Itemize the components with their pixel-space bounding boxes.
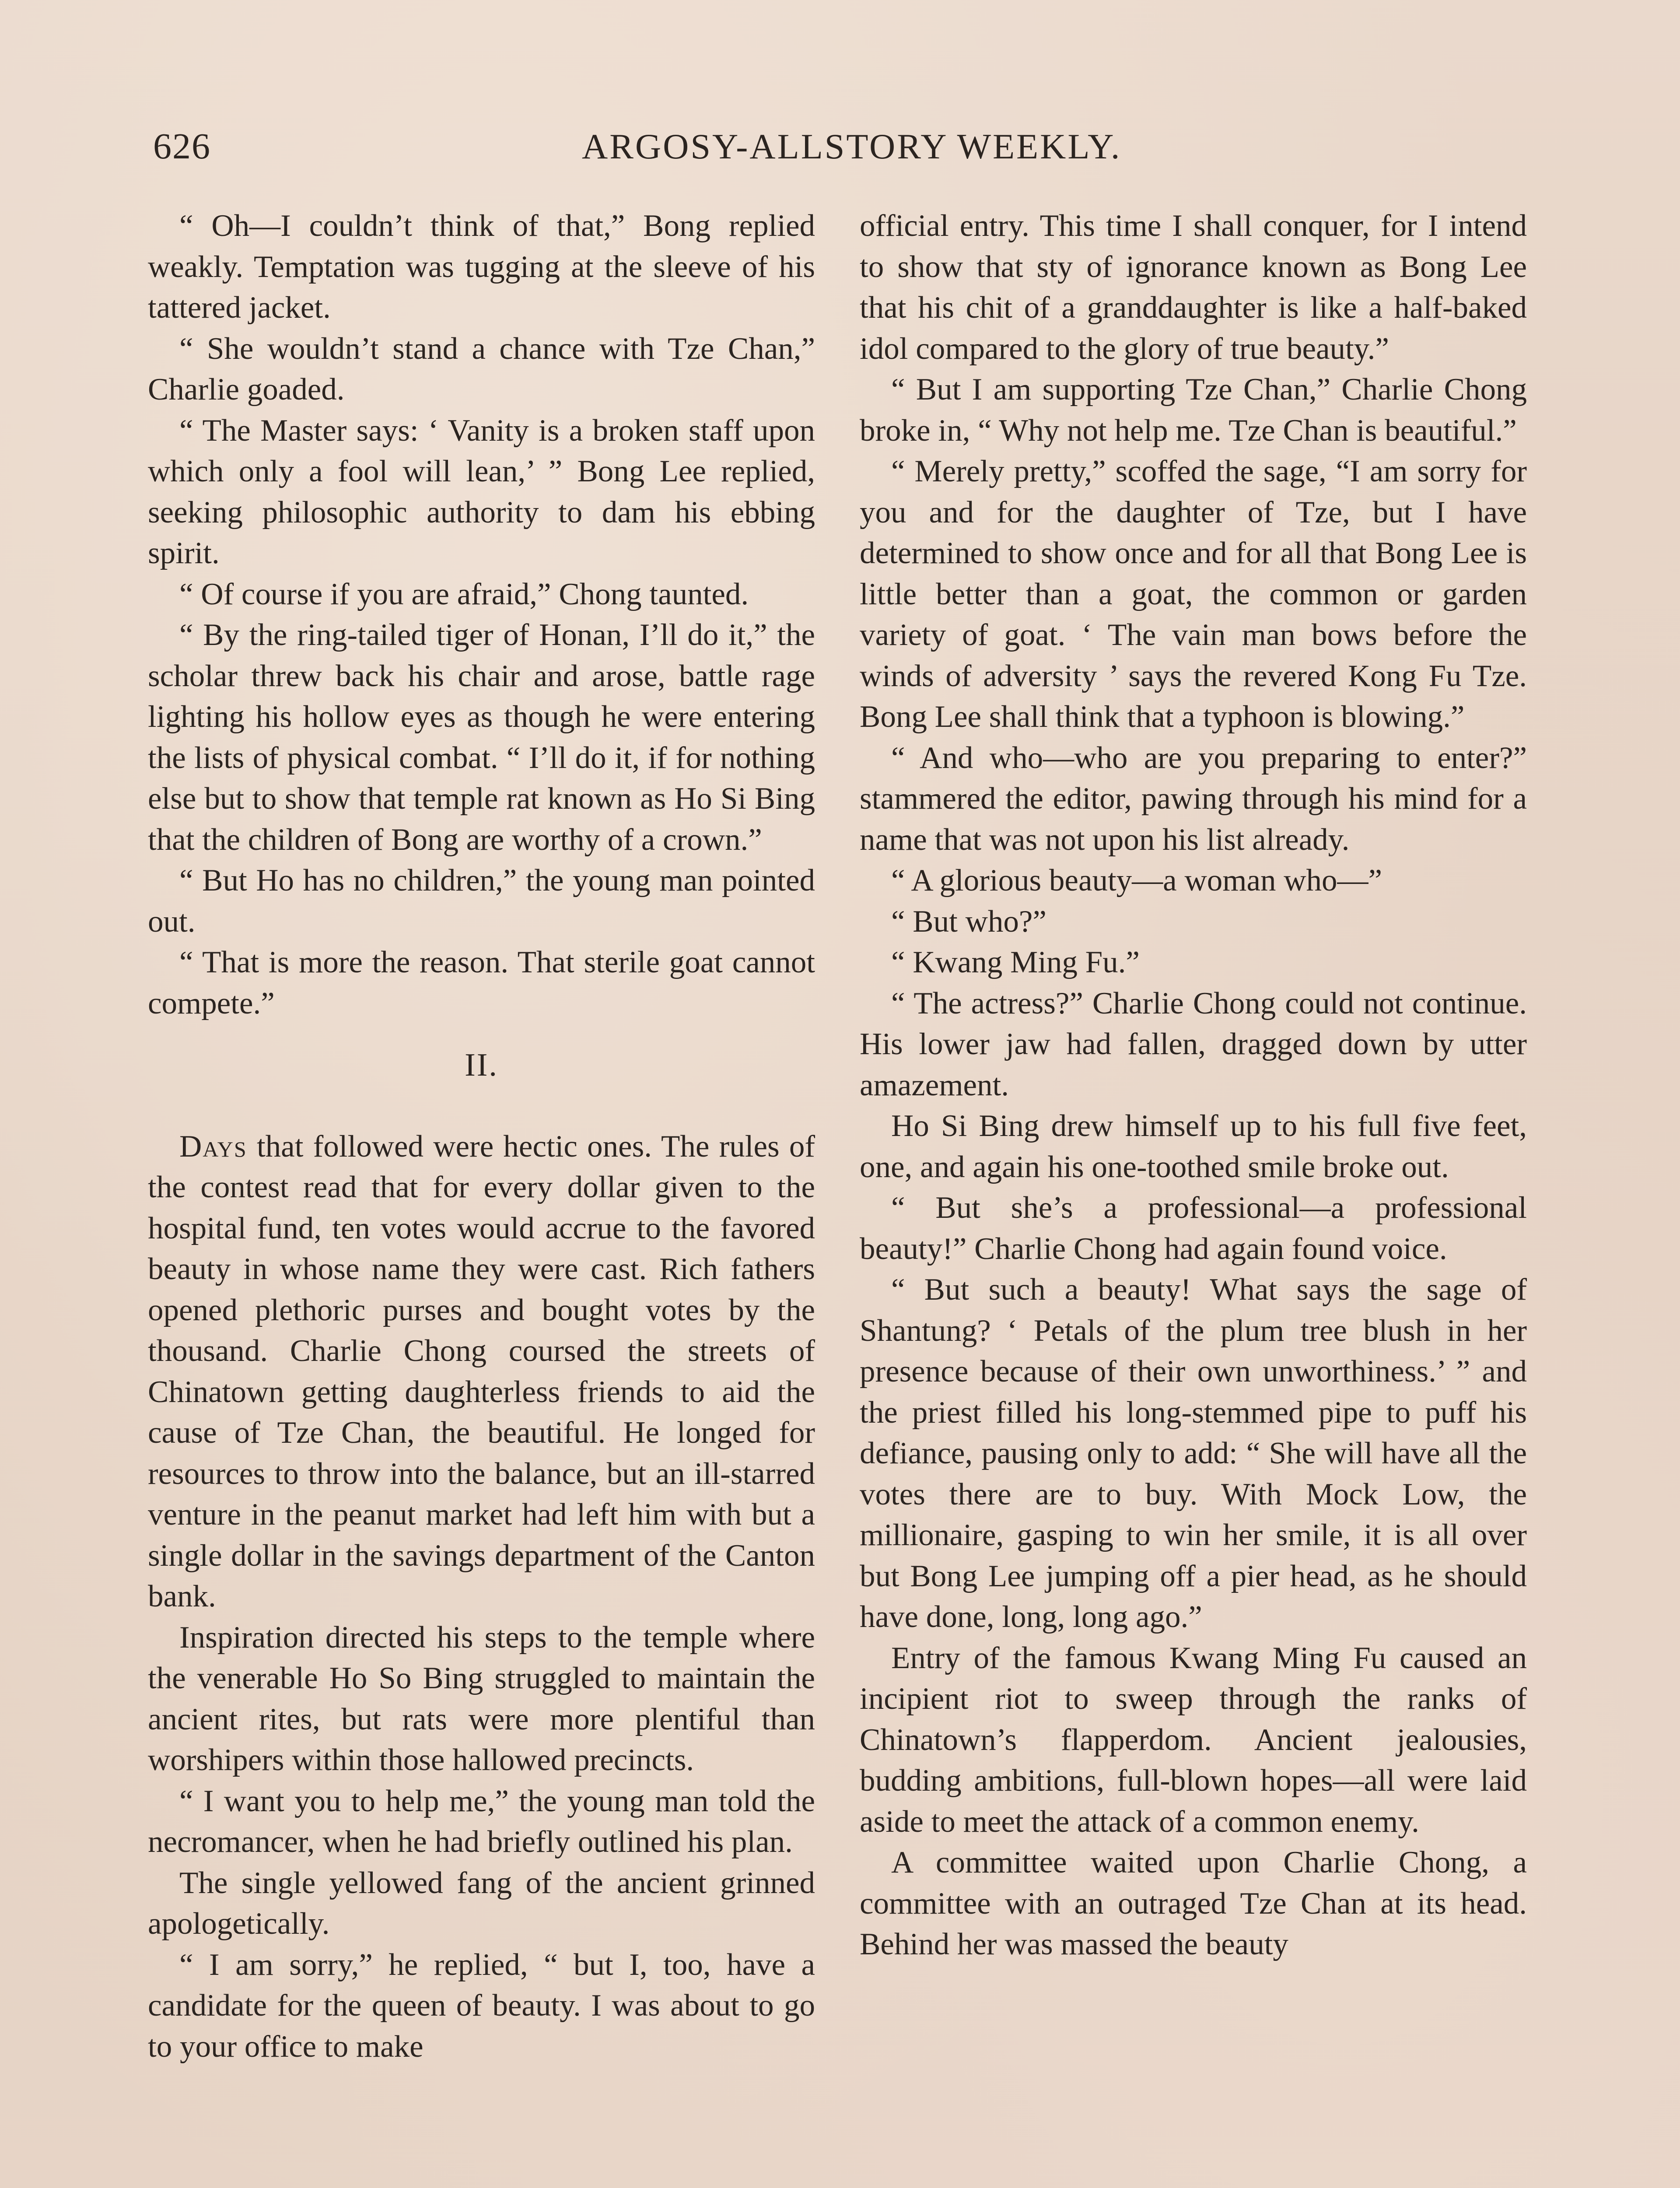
section-heading: II. — [465, 1047, 498, 1083]
paragraph: “ And who—who are you preparing to enter?” stammered the editor, pawing through his mind for a name that was not upon his list already. — [860, 740, 1527, 857]
paragraph: “ The Master says: ‘ Vanity is a broken staff upon which only a fool will lean,’ ” Bong Lee replied, seeking philosophic authority to dam his ebbing spirit. — [148, 413, 815, 570]
paragraph: The single yellowed fang of the ancient grinned apologetically. — [148, 1865, 815, 1941]
page-number: 626 — [153, 126, 211, 167]
paragraph: “ The actress?” Charlie Chong could not continue. His lower jaw had fallen, dragged down by utter amazement. — [860, 986, 1527, 1102]
paragraph: “ Merely pretty,” scoffed the sage, “I am sorry for you and for the daughter of Tze, but I have determined to show once and for all that Bong Lee is little better than a goat, the common or garden variety of goat. ‘ The vain man bows before the winds of adversity ’ says the revered Kong Fu Tze. Bong Lee shall think that a typhoon is blowing.” — [860, 454, 1527, 734]
paragraph-text: that followed were hectic ones. The rules of the contest read that for every dollar given to the hospital fund, ten votes would accrue to the favored beauty in whose name they were cast. Rich fathers opened plethoric purses and bought votes by the thousand. Charlie Chong coursed the streets of Chinatown getting daughterless friends to aid the cause of Tze Chan, the beautiful. He longed for resources to throw into the balance, but an ill-starred venture in the peanut market had left him with but a single dollar in the savings department of the Canton bank. — [148, 1129, 815, 1613]
paragraph: “ Of course if you are afraid,” Chong taunted. — [179, 577, 749, 611]
paragraph: Ho Si Bing drew himself up to his full five feet, one, and again his one-toothed smile broke out. — [860, 1109, 1527, 1184]
paragraph: “ I am sorry,” he replied, “ but I, too, have a candidate for the queen of beauty. I was about to go to your office to make — [148, 1947, 815, 2064]
page-header — [153, 125, 1531, 173]
paragraph: A committee waited upon Charlie Chong, a committee with an outraged Tze Chan at its head. Behind her was massed the beauty — [860, 1845, 1527, 1961]
left-column — [148, 206, 815, 2067]
right-column — [860, 206, 1527, 1965]
paragraph: “ But such a beauty! What says the sage of Shantung? ‘ Petals of the plum tree blush in her presence because of their own unworthiness.’ ” and the priest filled his long-stemmed pipe to puff his defiance, pausing only to add: “ She will have all the votes there are to buy. With Mock Low, the millionaire, gasping to win her smile, it is all over but Bong Lee jumping off a pier head, as he should have done, long, long ago.” — [860, 1273, 1527, 1634]
paragraph — [148, 1126, 815, 1617]
paragraph: “ She wouldn’t stand a chance with Tze Chan,” Charlie goaded. — [148, 331, 815, 407]
paragraph: Entry of the famous Kwang Ming Fu caused an incipient riot to sweep through the ranks of Chinatown’s flapperdom. Ancient jealousies, budding ambitions, full-blown hopes—all were laid aside to meet the attack of a common enemy. — [860, 1641, 1527, 1839]
paragraph: official entry. This time I shall conquer, for I intend to show that sty of ignorance known as Bong Lee that his chit of a granddaughter is like a half-baked idol compared to the glory of true beauty.” — [860, 209, 1527, 366]
paragraph: “ But she’s a professional—a professional beauty!” Charlie Chong had again found voice. — [860, 1191, 1527, 1266]
paragraph: “ I want you to help me,” the young man told the necromancer, when he had briefly outlined his plan. — [148, 1784, 815, 1859]
paragraph: “ Kwang Ming Fu.” — [891, 945, 1140, 979]
paragraph: “ But I am supporting Tze Chan,” Charlie Chong broke in, “ Why not help me. Tze Chan is beautiful.” — [860, 372, 1527, 448]
paragraph: Inspiration directed his steps to the temple where the venerable Ho So Bing struggled to maintain the ancient rites, but rats were more plentiful than worshipers within those hallowed precincts. — [148, 1620, 815, 1777]
running-head: ARGOSY-ALLSTORY WEEKLY. — [582, 126, 1122, 166]
paragraph: “ Oh—I couldn’t think of that,” Bong replied weakly. Temptation was tugging at the sleeve of his tattered jacket. — [148, 209, 815, 325]
small-caps-lead: Days — [179, 1129, 247, 1164]
paragraph: “ But Ho has no children,” the young man pointed out. — [148, 863, 815, 939]
paragraph: “ A glorious beauty—a woman who—” — [891, 863, 1382, 898]
paragraph: “ By the ring-tailed tiger of Honan, I’ll do it,” the scholar threw back his chair and arose, battle rage lighting his hollow eyes as though he were entering the lists of physical combat. “ I’ll do it, if for nothing else but to show that temple rat known as Ho Si Bing that the children of Bong are worthy of a crown.” — [148, 618, 815, 857]
paragraph: “ That is more the reason. That sterile goat cannot compete.” — [148, 945, 815, 1020]
paragraph: “ But who?” — [891, 904, 1046, 939]
